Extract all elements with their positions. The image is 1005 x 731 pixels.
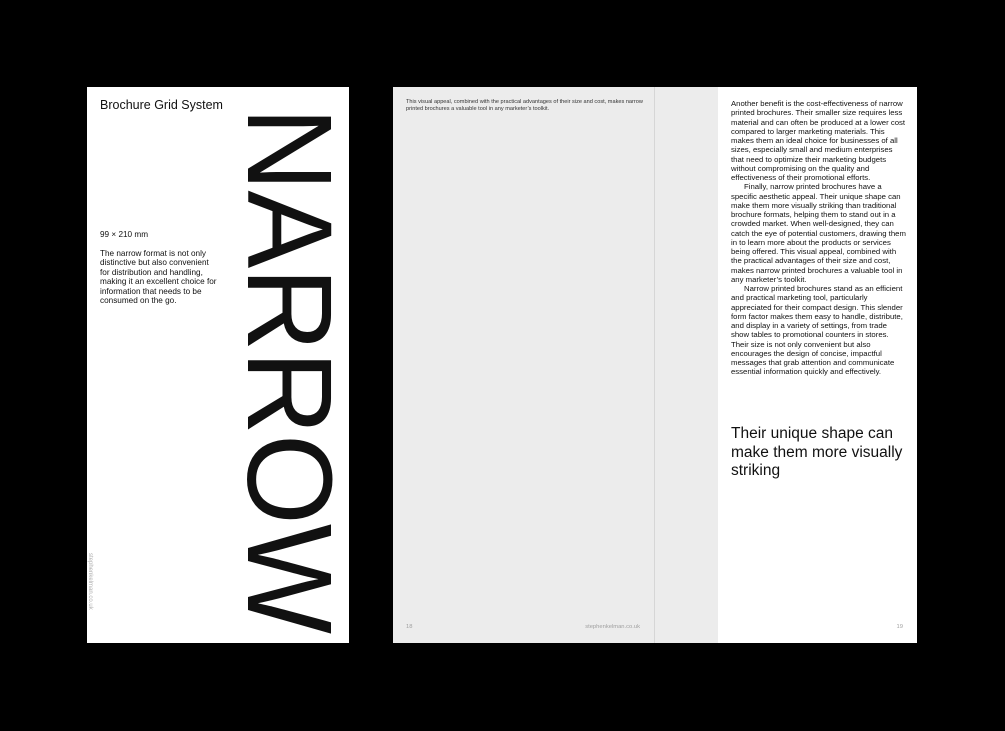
spread-middle-panel (655, 87, 718, 643)
cover-url: stephenkelman.co.uk (87, 553, 93, 610)
spread-right-panel (718, 87, 917, 643)
cover-title: Brochure Grid System (100, 98, 223, 112)
pull-quote: Their unique shape can make them more visually striking (731, 425, 903, 479)
cover-big-word-container (222, 107, 358, 634)
cover-page (87, 87, 358, 643)
spread-caption: This visual appeal, combined with the practical advantages of their size and cost, makes narrow printed brochures a valuable tool in any marketer’s toolkit. (406, 99, 643, 112)
footer-url: stephenkelman.co.uk (585, 624, 640, 630)
page-number-right: 19 (896, 624, 903, 630)
body-text-column (731, 99, 907, 377)
body-paragraph: Narrow printed brochures stand as an efficient and practical marketing tool, particularly appreciated for their compact design. This slender form factor makes them easy to handle, distribute, and display in a variety of settings, from trade show tables to promotional counters in stores. Their size is not only convenient but also encourages the design of concise, impactful messages that grab attention and communicate essential information quickly and effectively. (731, 284, 903, 377)
spread-left-panel (393, 87, 655, 643)
cover-big-word: NARROW (222, 107, 358, 634)
cover-description: The narrow format is not only distinctive but also convenient for distribution and handling, making it an excellent choice for information that needs to be consumed on the go. (100, 249, 217, 306)
cover-dimensions: 99 × 210 mm (100, 230, 149, 239)
body-paragraph: Another benefit is the cost-effectiveness of narrow printed brochures. Their smaller size requires less material and can often be produced at a lower cost compared to larger marketing materials. This makes them an ideal choice for businesses of all sizes, especially small and medium enterprises that need to optimize their marketing budgets without compromising on the quality and effectiveness of their promotional efforts. (731, 99, 906, 182)
page-number-left: 18 (406, 624, 413, 630)
brochure-spread (393, 87, 917, 643)
body-paragraph: Finally, narrow printed brochures have a specific aesthetic appeal. Their unique shape can make them more visually striking than traditional brochure formats, helping them to stand out in a crowded market. When well-designed, they can catch the eye of potential customers, drawing them in to learn more about the products or services being offered. This visual appeal, combined with the practical advantages of their size and cost, makes narrow printed brochures a valuable tool in any marketer’s toolkit. (731, 182, 906, 284)
